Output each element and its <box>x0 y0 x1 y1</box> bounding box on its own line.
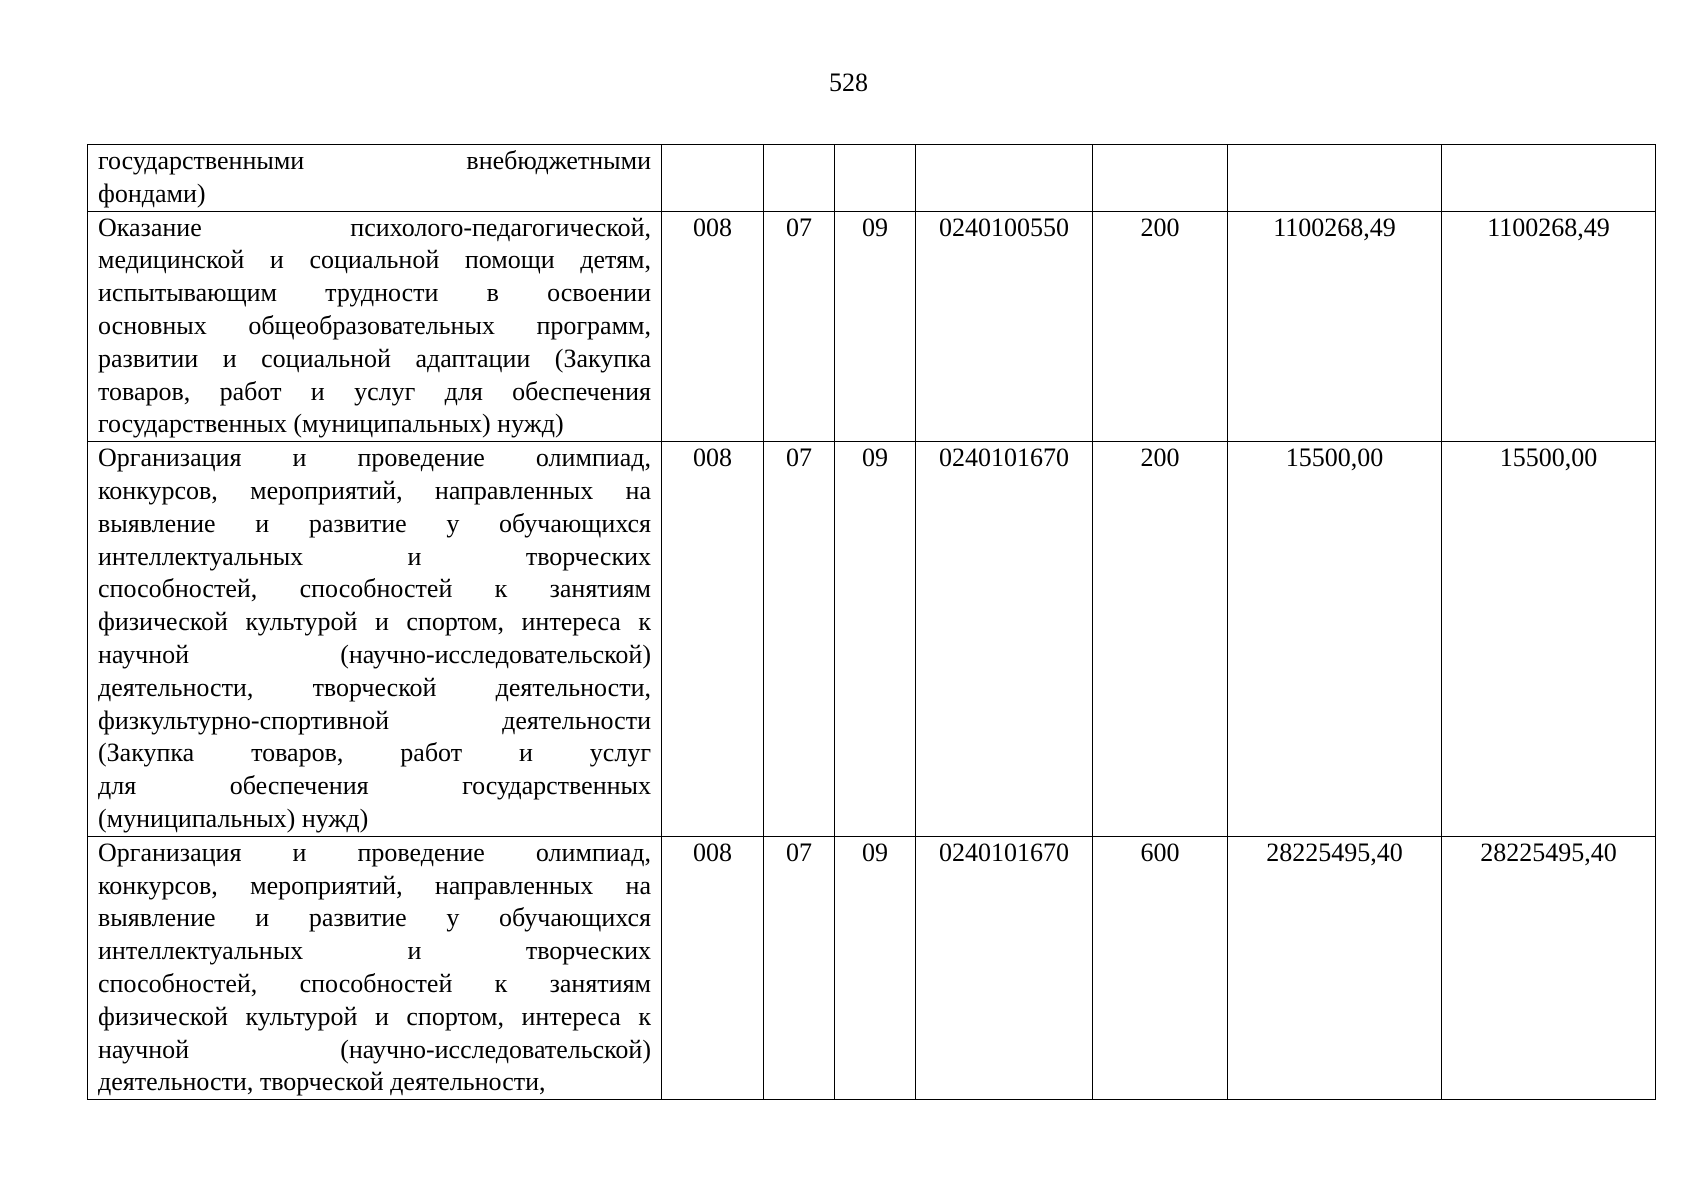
description-cell <box>88 836 662 1099</box>
description-line: физической культурой и спортом, интереса к <box>98 607 651 637</box>
expense-type-cell <box>1093 145 1228 212</box>
description-cell <box>88 145 662 212</box>
target-article-cell: 0240101670 <box>916 442 1093 837</box>
budget-table <box>87 144 1656 1100</box>
amount-2-cell <box>1442 145 1656 212</box>
description-line: медицинской и социальной помощи детям, <box>98 245 651 275</box>
expense-type-cell: 200 <box>1093 211 1228 442</box>
description-cell <box>88 211 662 442</box>
subsection-code-cell: 09 <box>835 442 916 837</box>
description-line: Организация и проведение олимпиад, <box>98 443 651 473</box>
target-article-cell: 0240100550 <box>916 211 1093 442</box>
description-line: выявление и развитие у обучающихся <box>98 508 651 538</box>
ministry-code-cell: 008 <box>662 442 764 837</box>
description-line: конкурсов, мероприятий, направленных на <box>98 475 651 505</box>
amount-2-cell: 28225495,40 <box>1442 836 1656 1099</box>
description-line: основных общеобразовательных программ, <box>98 310 651 340</box>
ministry-code-cell <box>662 145 764 212</box>
description-line: выявление и развитие у обучающихся <box>98 903 651 933</box>
section-code-cell: 07 <box>764 442 835 837</box>
description-cell <box>88 442 662 837</box>
section-code-cell: 07 <box>764 211 835 442</box>
section-code-cell <box>764 145 835 212</box>
description-line: (Закупка товаров, работ и услуг <box>98 738 651 768</box>
description-line: деятельности, творческой деятельности, <box>98 672 651 702</box>
description-line: способностей, способностей к занятиям <box>98 574 651 604</box>
table-body <box>88 145 1656 1100</box>
page-number: 528 <box>829 68 868 97</box>
description-line: интеллектуальных и творческих <box>98 936 651 966</box>
description-line: государственными внебюджетными <box>98 146 651 175</box>
description-line: физической культурой и спортом, интереса к <box>98 1001 651 1031</box>
amount-1-cell: 1100268,49 <box>1228 211 1442 442</box>
expense-type-cell: 600 <box>1093 836 1228 1099</box>
subsection-code-cell <box>835 145 916 212</box>
description-line: Оказание психолого-педагогической, <box>98 212 651 242</box>
description-line: (муниципальных) нужд) <box>98 803 369 833</box>
description-line: государственных (муниципальных) нужд) <box>98 409 564 439</box>
expense-type-cell: 200 <box>1093 442 1228 837</box>
description-line: научной (научно-исследовательской) <box>98 639 651 669</box>
description-line: Организация и проведение олимпиад, <box>98 837 651 867</box>
target-article-cell: 0240101670 <box>916 836 1093 1099</box>
amount-2-cell: 15500,00 <box>1442 442 1656 837</box>
description-line: научной (научно-исследовательской) <box>98 1034 651 1064</box>
subsection-code-cell: 09 <box>835 211 916 442</box>
section-code-cell: 07 <box>764 836 835 1099</box>
amount-1-cell <box>1228 145 1442 212</box>
description-line: фондами) <box>98 178 206 208</box>
description-line: для обеспечения государственных <box>98 771 651 801</box>
ministry-code-cell: 008 <box>662 211 764 442</box>
ministry-code-cell: 008 <box>662 836 764 1099</box>
table-row <box>88 442 1656 837</box>
description-line: испытывающим трудности в освоении <box>98 278 651 308</box>
table-row <box>88 145 1656 212</box>
description-line: товаров, работ и услуг для обеспечения <box>98 376 651 406</box>
amount-1-cell: 15500,00 <box>1228 442 1442 837</box>
subsection-code-cell: 09 <box>835 836 916 1099</box>
description-line: физкультурно-спортивной деятельности <box>98 705 651 735</box>
description-line: способностей, способностей к занятиям <box>98 968 651 998</box>
description-line: конкурсов, мероприятий, направленных на <box>98 870 651 900</box>
table-row <box>88 211 1656 442</box>
table-row <box>88 836 1656 1099</box>
amount-2-cell: 1100268,49 <box>1442 211 1656 442</box>
description-line: интеллектуальных и творческих <box>98 541 651 571</box>
target-article-cell <box>916 145 1093 212</box>
amount-1-cell: 28225495,40 <box>1228 836 1442 1099</box>
description-line: деятельности, творческой деятельности, <box>98 1067 546 1097</box>
description-line: развитии и социальной адаптации (Закупка <box>98 343 651 373</box>
